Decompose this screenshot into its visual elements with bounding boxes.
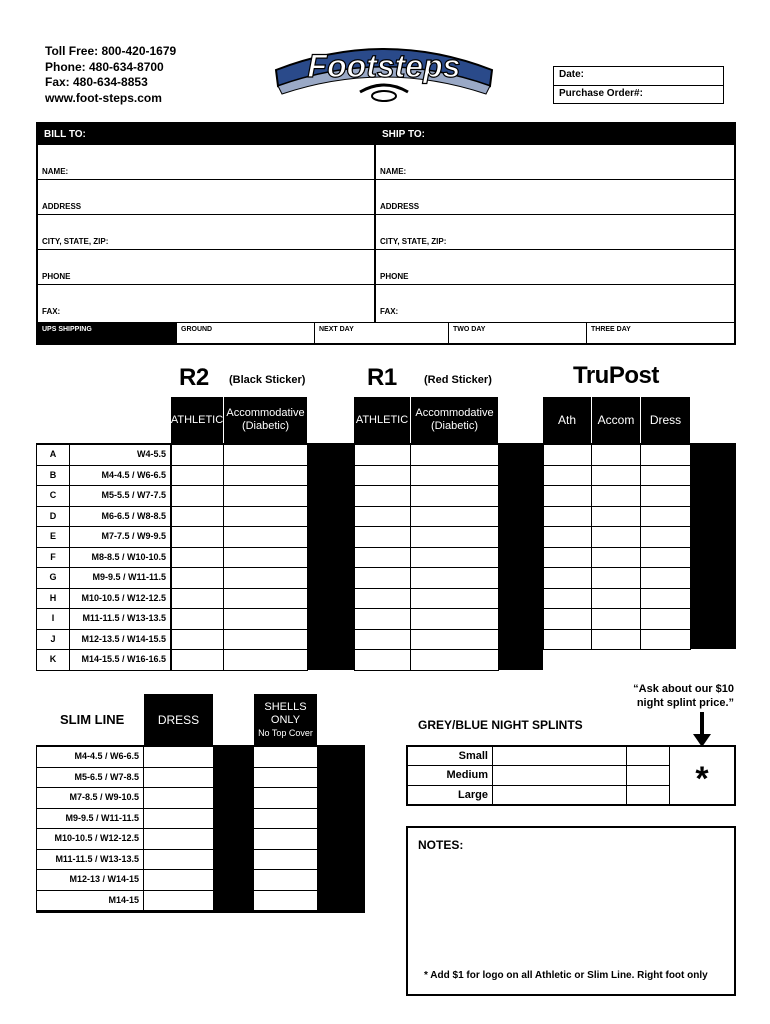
- slim-shells-qty-cell[interactable]: [254, 768, 318, 789]
- trupost-ath-label: Ath: [557, 412, 576, 427]
- r2-athletic-qty-cell[interactable]: [171, 527, 224, 548]
- r1-athletic-qty-cell[interactable]: [354, 568, 411, 589]
- size-label: M11-11.5 / W13-13.5: [70, 609, 171, 630]
- r2-accommodative-qty-cell[interactable]: [224, 589, 308, 610]
- r1-accommodative-qty-cell[interactable]: [411, 609, 499, 630]
- splint-qty-large[interactable]: [492, 786, 626, 804]
- slim-size-label: M10-10.5 / W12-12.5: [36, 829, 144, 850]
- trupost-ath-qty-cell[interactable]: [543, 568, 592, 589]
- notes-box[interactable]: [406, 826, 736, 996]
- r2-sticker: (Black Sticker): [229, 374, 306, 386]
- slim-shells-qty-cell[interactable]: [254, 747, 318, 768]
- r2-athletic-header: [171, 397, 224, 443]
- slim-dress-qty-cell[interactable]: [144, 870, 214, 891]
- r1-athletic-qty-cell[interactable]: [354, 589, 411, 610]
- size-label: M10-10.5 / W12-12.5: [70, 589, 171, 610]
- trupost-accom-qty-cell[interactable]: [592, 466, 641, 487]
- slim-shells-qty-cell[interactable]: [254, 809, 318, 830]
- r1-accommodative-qty-cell[interactable]: [411, 507, 499, 528]
- r1-accommodative-qty-cell[interactable]: [411, 630, 499, 651]
- r1-athletic-qty-cell[interactable]: [354, 650, 411, 671]
- trupost-dress-qty-cell[interactable]: [641, 486, 691, 507]
- r2-accommodative-header: [224, 397, 308, 443]
- trupost-accom-qty-cell[interactable]: [592, 568, 641, 589]
- arrow-down-icon: [692, 712, 712, 748]
- notes-footnote: * Add $1 for logo on all Athletic or Slim Line. Right foot only: [424, 970, 708, 981]
- splint-size-large: Large: [458, 789, 488, 801]
- size-letter: K: [36, 650, 70, 671]
- splint-color-small[interactable]: [626, 747, 669, 766]
- trupost-dress-qty-cell[interactable]: [641, 630, 691, 651]
- r1-athletic-qty-cell[interactable]: [354, 507, 411, 528]
- trupost-dress-header: [641, 397, 691, 443]
- r2-athletic-qty-cell[interactable]: [171, 568, 224, 589]
- night-splints-table: [406, 745, 736, 806]
- r1-accommodative-qty-cell[interactable]: [411, 466, 499, 487]
- r2-athletic-qty-cell[interactable]: [171, 548, 224, 569]
- size-letter: C: [36, 486, 70, 507]
- r1-athletic-qty-cell[interactable]: [354, 445, 411, 466]
- size-label: W4-5.5: [70, 445, 171, 466]
- size-letter: D: [36, 507, 70, 528]
- slim-bottom-rule: [36, 911, 365, 913]
- trupost-ath-qty-cell[interactable]: [543, 527, 592, 548]
- size-label: M9-9.5 / W11-11.5: [70, 568, 171, 589]
- r1-accommodative-qty-cell[interactable]: [411, 527, 499, 548]
- r1-athletic-qty-cell[interactable]: [354, 609, 411, 630]
- shipping-row: [38, 322, 734, 344]
- svg-text:Footsteps: Footsteps: [307, 48, 461, 84]
- toll-free: Toll Free: 800-420-1679: [45, 44, 177, 58]
- trupost-accom-qty-cell[interactable]: [592, 609, 641, 630]
- slim-size-label: M7-8.5 / W9-10.5: [36, 788, 144, 809]
- slim-shells-qty-cell[interactable]: [254, 829, 318, 850]
- bill-fax-field[interactable]: FAX:: [38, 284, 374, 322]
- ship-next-day-option[interactable]: NEXT DAY: [314, 323, 448, 344]
- trupost-accom-label: Accom: [597, 412, 635, 427]
- splint-promo: [622, 682, 734, 710]
- r1-athletic-qty-cell[interactable]: [354, 486, 411, 507]
- size-letter: F: [36, 548, 70, 569]
- slim-size-label: M9-9.5 / W11-11.5: [36, 809, 144, 830]
- trupost-dress-qty-cell[interactable]: [641, 507, 691, 528]
- r1-accommodative-qty-cell[interactable]: [411, 589, 499, 610]
- slim-line-title: SLIM LINE: [60, 712, 125, 727]
- ship-phone-field[interactable]: PHONE: [376, 249, 734, 284]
- slim-dress-qty-cell[interactable]: [144, 768, 214, 789]
- grid-separator: [499, 443, 543, 670]
- ship-name-field[interactable]: NAME:: [376, 144, 734, 179]
- r1-accommodative-qty-cell[interactable]: [411, 650, 499, 671]
- slim-dress-qty-cell[interactable]: [144, 850, 214, 871]
- ship-city-field[interactable]: CITY, STATE, ZIP:: [376, 214, 734, 249]
- r2-accommodative-qty-cell[interactable]: [224, 445, 308, 466]
- fax: Fax: 480-634-8853: [45, 75, 148, 89]
- r2-accommodative-qty-cell[interactable]: [224, 650, 308, 671]
- night-splints-title: GREY/BLUE NIGHT SPLINTS: [418, 718, 583, 732]
- slim-size-label: M11-11.5 / W13-13.5: [36, 850, 144, 871]
- r1-title: R1: [367, 364, 397, 391]
- size-label: M4-4.5 / W6-6.5: [70, 466, 171, 487]
- grid-separator: [308, 443, 354, 670]
- splint-color-large[interactable]: [626, 786, 669, 804]
- r2-athletic-qty-cell[interactable]: [171, 609, 224, 630]
- slim-dress-qty-cell[interactable]: [144, 891, 214, 912]
- slim-dress-qty-cell[interactable]: [144, 829, 214, 850]
- r2-diabetic-label: (Diabetic): [241, 420, 290, 432]
- trupost-ath-header: [543, 397, 592, 443]
- trupost-dress-qty-cell[interactable]: [641, 589, 691, 610]
- trupost-accom-qty-cell[interactable]: [592, 548, 641, 569]
- slim-size-label: M14-15: [36, 891, 144, 912]
- trupost-ath-qty-cell[interactable]: [543, 445, 592, 466]
- trupost-accom-header: [592, 397, 641, 443]
- splint-qty-small[interactable]: [492, 747, 626, 766]
- size-label: M7-7.5 / W9-9.5: [70, 527, 171, 548]
- trupost-accom-qty-cell[interactable]: [592, 589, 641, 610]
- address-table: [36, 122, 736, 345]
- r2-athletic-qty-cell[interactable]: [171, 445, 224, 466]
- trupost-dress-qty-cell[interactable]: [641, 445, 691, 466]
- ups-shipping-label: UPS SHIPPING: [38, 323, 176, 344]
- trupost-accom-qty-cell[interactable]: [592, 445, 641, 466]
- slim-size-label: M12-13 / W14-15: [36, 870, 144, 891]
- ship-three-day-option[interactable]: THREE DAY: [586, 323, 734, 344]
- slim-dress-label: DRESS: [157, 712, 200, 727]
- notes-title: NOTES:: [418, 838, 464, 852]
- size-label: M12-13.5 / W14-15.5: [70, 630, 171, 651]
- r1-diabetic-label: (Diabetic): [430, 420, 479, 432]
- slim-shells-qty-cell[interactable]: [254, 788, 318, 809]
- slim-dress-qty-cell[interactable]: [144, 747, 214, 768]
- splint-color-medium[interactable]: [626, 766, 669, 786]
- r2-athletic-qty-cell[interactable]: [171, 486, 224, 507]
- contact-block: [45, 44, 176, 106]
- size-letter: E: [36, 527, 70, 548]
- ship-fax-field[interactable]: FAX:: [376, 284, 734, 322]
- order-info-box: [553, 66, 724, 104]
- r1-accommodative-qty-cell[interactable]: [411, 548, 499, 569]
- slim-size-label: M5-6.5 / W7-8.5: [36, 768, 144, 789]
- r2-accommodative-qty-cell[interactable]: [224, 568, 308, 589]
- size-letter: I: [36, 609, 70, 630]
- bill-name-field[interactable]: NAME:: [38, 144, 374, 179]
- slim-separator: [318, 745, 365, 913]
- r2-accommodative-qty-cell[interactable]: [224, 486, 308, 507]
- r1-athletic-qty-cell[interactable]: [354, 527, 411, 548]
- r2-athletic-qty-cell[interactable]: [171, 589, 224, 610]
- size-letter: A: [36, 445, 70, 466]
- slim-dress-qty-cell[interactable]: [144, 809, 214, 830]
- r2-athletic-qty-cell[interactable]: [171, 650, 224, 671]
- bill-city-field[interactable]: CITY, STATE, ZIP:: [38, 214, 374, 249]
- r2-title: R2: [179, 364, 209, 391]
- size-label: M14-15.5 / W16-16.5: [70, 650, 171, 671]
- r2-accommodative-qty-cell[interactable]: [224, 507, 308, 528]
- bill-phone-field[interactable]: PHONE: [38, 249, 374, 284]
- ship-ground-option[interactable]: GROUND: [176, 323, 314, 344]
- ship-two-day-option[interactable]: TWO DAY: [448, 323, 586, 344]
- r2-accommodative-qty-cell[interactable]: [224, 609, 308, 630]
- slim-separator: [214, 745, 254, 913]
- splint-promo-line2: night splint price.”: [636, 697, 734, 709]
- phone: Phone: 480-634-8700: [45, 59, 164, 74]
- trupost-ath-qty-cell[interactable]: [543, 589, 592, 610]
- r1-athletic-qty-cell[interactable]: [354, 630, 411, 651]
- r2-athletic-qty-cell[interactable]: [171, 507, 224, 528]
- r1-athletic-qty-cell[interactable]: [354, 548, 411, 569]
- trupost-ath-qty-cell[interactable]: [543, 630, 592, 651]
- r2-athletic-qty-cell[interactable]: [171, 630, 224, 651]
- r2-athletic-label: ATHLETIC: [170, 413, 224, 426]
- r1-accommodative-header: [411, 397, 499, 443]
- r1-accommodative-qty-cell[interactable]: [411, 486, 499, 507]
- trupost-dress-qty-cell[interactable]: [641, 548, 691, 569]
- r2-accommodative-qty-cell[interactable]: [224, 630, 308, 651]
- trupost-dress-label: Dress: [649, 412, 682, 427]
- slim-shells-header: [254, 694, 318, 746]
- size-letter: H: [36, 589, 70, 610]
- splint-qty-medium[interactable]: [492, 766, 626, 786]
- splint-star: *: [669, 747, 734, 804]
- r1-sticker: (Red Sticker): [424, 374, 492, 386]
- trupost-dress-qty-cell[interactable]: [641, 568, 691, 589]
- trupost-title: TruPost: [573, 362, 659, 389]
- trupost-ath-qty-cell[interactable]: [543, 466, 592, 487]
- r1-athletic-label: ATHLETIC: [355, 413, 409, 426]
- trupost-accom-qty-cell[interactable]: [592, 486, 641, 507]
- website-link[interactable]: www.foot-steps.com: [45, 90, 162, 105]
- trupost-ath-qty-cell[interactable]: [543, 609, 592, 630]
- trupost-accom-qty-cell[interactable]: [592, 630, 641, 651]
- footsteps-logo: [268, 30, 500, 106]
- r2-athletic-qty-cell[interactable]: [171, 466, 224, 487]
- size-label: M8-8.5 / W10-10.5: [70, 548, 171, 569]
- r2-accommodative-qty-cell[interactable]: [224, 527, 308, 548]
- splint-size-medium: Medium: [408, 766, 492, 786]
- trupost-accom-qty-cell[interactable]: [592, 527, 641, 548]
- r1-athletic-header: [354, 397, 411, 443]
- size-letter: J: [36, 630, 70, 651]
- r2-accommodative-qty-cell[interactable]: [224, 548, 308, 569]
- trupost-dress-qty-cell[interactable]: [641, 609, 691, 630]
- trupost-dress-qty-cell[interactable]: [641, 527, 691, 548]
- shells-label: SHELLS: [264, 700, 307, 713]
- bill-to-header: BILL TO:: [38, 124, 374, 144]
- ship-address-field[interactable]: ADDRESS: [376, 179, 734, 214]
- trupost-ath-qty-cell[interactable]: [543, 507, 592, 528]
- splint-promo-line1: “Ask about our $10: [633, 683, 734, 695]
- r2-accom-label: Accommodative: [226, 407, 305, 419]
- bill-address-field[interactable]: ADDRESS: [38, 179, 374, 214]
- ship-to-header: SHIP TO:: [376, 124, 734, 144]
- r1-accommodative-qty-cell[interactable]: [411, 445, 499, 466]
- slim-dress-qty-cell[interactable]: [144, 788, 214, 809]
- slim-shells-qty-cell[interactable]: [254, 850, 318, 871]
- size-letter: G: [36, 568, 70, 589]
- slim-shells-qty-cell[interactable]: [254, 870, 318, 891]
- no-top-cover-label: No Top Cover: [258, 727, 313, 738]
- trupost-ath-qty-cell[interactable]: [543, 486, 592, 507]
- trupost-ath-qty-cell[interactable]: [543, 548, 592, 569]
- slim-dress-header: [144, 694, 214, 746]
- slim-size-label: M4-4.5 / W6-6.5: [36, 747, 144, 768]
- purchase-order-field[interactable]: Purchase Order#:: [554, 85, 723, 103]
- date-field[interactable]: Date:: [559, 69, 585, 80]
- trupost-dress-qty-cell[interactable]: [641, 466, 691, 487]
- size-letter: B: [36, 466, 70, 487]
- shells-only-label: ONLY: [270, 713, 301, 726]
- r1-athletic-qty-cell[interactable]: [354, 466, 411, 487]
- column-divider: [374, 124, 376, 322]
- slim-shells-qty-cell[interactable]: [254, 891, 318, 912]
- r1-accommodative-qty-cell[interactable]: [411, 568, 499, 589]
- r2-accommodative-qty-cell[interactable]: [224, 466, 308, 487]
- trupost-accom-qty-cell[interactable]: [592, 507, 641, 528]
- size-label: M6-6.5 / W8-8.5: [70, 507, 171, 528]
- r1-accom-label: Accommodative: [415, 407, 494, 419]
- grid-separator: [691, 443, 736, 649]
- splint-size-small: Small: [408, 747, 492, 766]
- size-label: M5-5.5 / W7-7.5: [70, 486, 171, 507]
